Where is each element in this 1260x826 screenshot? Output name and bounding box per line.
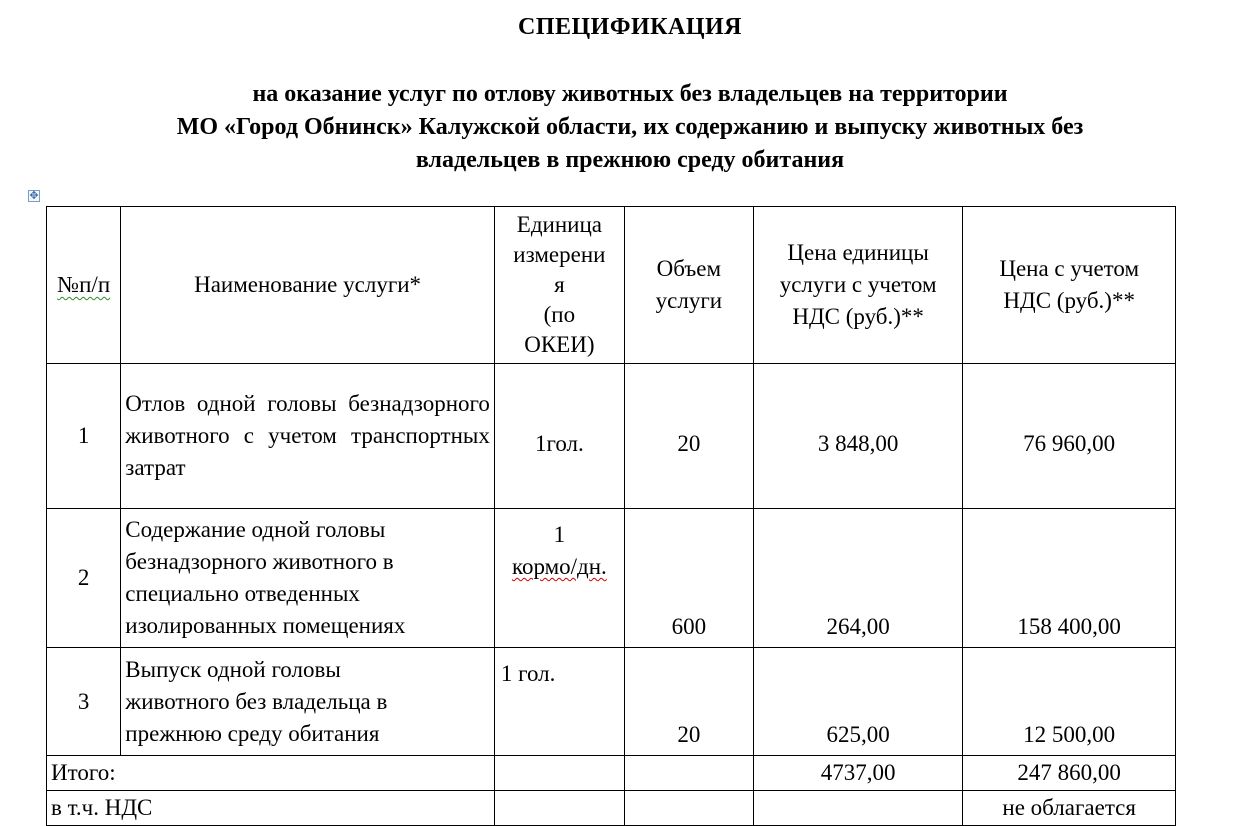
total-price-sum: 247 860,00	[963, 756, 1176, 791]
row-volume: 20	[624, 648, 753, 756]
subtitle-line-3: владельцев в прежнюю среду обитания	[415, 147, 845, 173]
row-unit-price: 3 848,00	[753, 364, 962, 509]
row-service-name	[121, 509, 495, 648]
header-unit-line: измерени	[513, 242, 606, 267]
vat-unit-price-empty	[753, 791, 962, 826]
header-unit-price-line: Цена единицы	[787, 240, 929, 265]
subtitle-line-1: на оказание услуг по отлову животных без владельцев на территории	[252, 81, 1008, 107]
row-unit: 1 гол.	[494, 648, 624, 756]
vat-row	[47, 791, 1176, 826]
row-num: 3	[47, 648, 121, 756]
document-subtitle	[0, 78, 1260, 177]
table-header-row	[47, 207, 1176, 364]
header-volume-line: услуги	[655, 288, 723, 313]
row-total-price: 76 960,00	[963, 364, 1176, 509]
vat-unit-empty	[494, 791, 624, 826]
header-volume	[624, 207, 753, 364]
row-service-name-line: безнадзорного животного в	[125, 549, 394, 574]
header-unit-price	[753, 207, 962, 364]
total-label: Итого:	[47, 756, 495, 791]
row-unit-line: 1	[553, 522, 566, 547]
header-unit-line: Единица	[516, 212, 602, 237]
vat-value: не облагается	[963, 791, 1176, 826]
vat-label: в т.ч. НДС	[47, 791, 495, 826]
total-volume-empty	[624, 756, 753, 791]
document-title: СПЕЦИФИКАЦИЯ	[517, 14, 743, 40]
header-name: Наименование услуги*	[121, 207, 495, 364]
table-move-handle[interactable]	[28, 190, 40, 202]
header-total-price-line: НДС (руб.)**	[1003, 288, 1135, 313]
header-unit-line: ОКЕИ)	[524, 332, 595, 357]
header-num	[47, 207, 121, 364]
total-row	[47, 756, 1176, 791]
move-arrows-icon: ✥	[29, 189, 39, 202]
row-num: 1	[47, 364, 121, 509]
row-unit-line	[499, 551, 620, 583]
header-unit	[494, 207, 624, 364]
total-unit-price-sum: 4737,00	[753, 756, 962, 791]
row-service-name-line: Содержание одной головы	[125, 517, 386, 542]
header-unit-price-line: НДС (руб.)**	[792, 304, 924, 329]
row-service-name-line: Выпуск одной головы	[125, 656, 341, 682]
row-unit-price: 264,00	[753, 509, 962, 648]
row-service-name: Отлов одной головы безнадзорного животного с учетом транспортных затрат	[121, 364, 495, 509]
row-service-name	[121, 648, 495, 756]
row-unit-price: 625,00	[753, 648, 962, 756]
header-total-price	[963, 207, 1176, 364]
row-unit-text: кормо/дн.	[511, 554, 607, 579]
header-num-label: №п/п	[57, 272, 111, 297]
row-service-name-line: прежнюю среду обитания	[125, 720, 380, 746]
header-unit-line: я	[554, 272, 565, 297]
row-unit	[494, 509, 624, 648]
specification-table	[46, 206, 1176, 826]
subtitle-line-2: МО «Город Обнинск» Калужской области, их содержанию и выпуску животных без	[176, 114, 1084, 140]
row-volume: 20	[624, 364, 753, 509]
row-unit: 1гол.	[494, 364, 624, 509]
table-row	[47, 648, 1176, 756]
header-volume-line: Объем	[656, 256, 722, 281]
row-num: 2	[47, 509, 121, 648]
total-unit-empty	[494, 756, 624, 791]
row-total-price: 158 400,00	[963, 509, 1176, 648]
table-row	[47, 364, 1176, 509]
row-service-name-line: изолированных помещениях	[125, 613, 406, 638]
vat-volume-empty	[624, 791, 753, 826]
header-unit-line: (по	[543, 302, 576, 327]
table-row	[47, 509, 1176, 648]
row-service-name-line: животного без владельца в	[125, 688, 388, 714]
header-total-price-line: Цена с учетом	[999, 256, 1140, 281]
row-volume: 600	[624, 509, 753, 648]
row-service-name-line: специально отведенных	[125, 581, 360, 606]
row-total-price: 12 500,00	[963, 648, 1176, 756]
header-unit-price-line: услуги с учетом	[779, 272, 937, 297]
